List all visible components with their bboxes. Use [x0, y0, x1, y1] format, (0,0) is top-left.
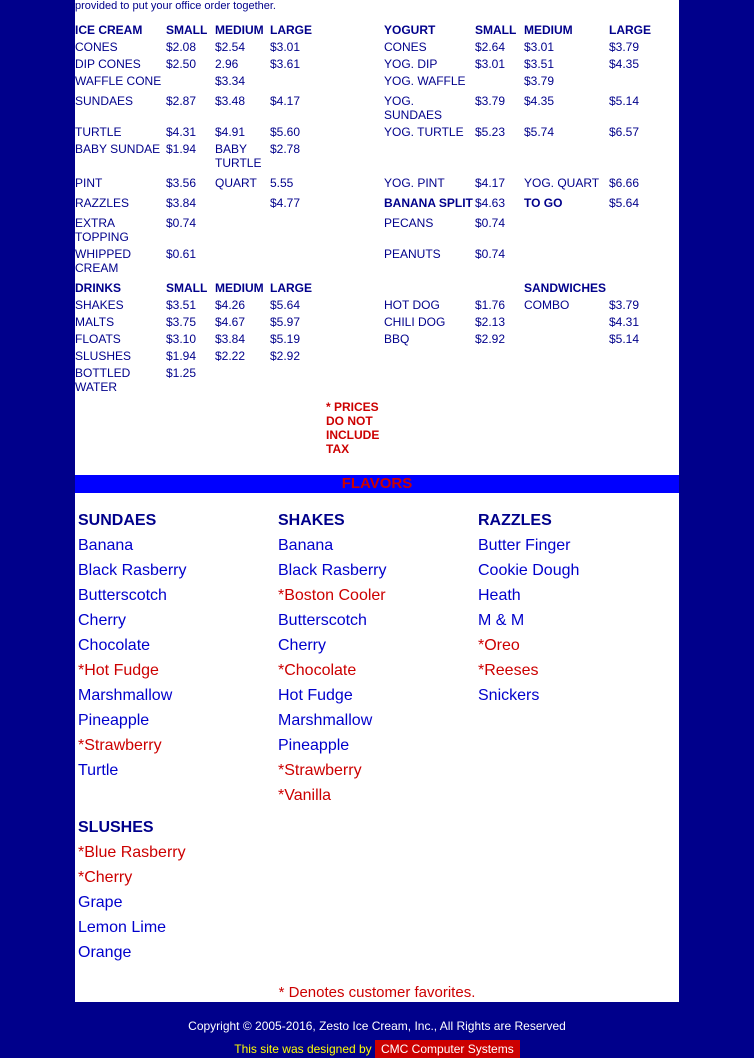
- price-cell-r0-c2: MEDIUM: [215, 23, 264, 37]
- price-cell-r0-c6: SMALL: [475, 23, 517, 37]
- price-cell-r11-c3: LARGE: [270, 281, 312, 295]
- price-cell-r14-c8: $5.14: [609, 332, 640, 346]
- intro-text: provided to put your office order together.: [75, 0, 276, 12]
- slushes-flavor-item: *Blue Rasberry: [78, 844, 186, 861]
- price-cell-r5-c6: $5.23: [475, 125, 506, 139]
- sundaes-flavor-item: Pineapple: [78, 712, 150, 729]
- price-cell-r6-c0: BABY SUNDAE: [75, 142, 161, 156]
- shakes-heading: SHAKES: [278, 512, 345, 529]
- razzles-flavor-item: Snickers: [478, 687, 540, 704]
- price-cell-r4-c0: SUNDAES: [75, 94, 134, 108]
- price-cell-r5-c5: YOG. TURTLE: [384, 125, 464, 139]
- price-cell-r10-c0: WHIPPED CREAM: [75, 247, 132, 275]
- razzles-flavor-item: *Reeses: [478, 662, 539, 679]
- price-cell-r5-c3: $5.60: [270, 125, 301, 139]
- razzles-flavor-item: M & M: [478, 612, 525, 629]
- price-cell-r1-c0: CONES: [75, 40, 118, 54]
- price-cell-r5-c8: $6.57: [609, 125, 640, 139]
- price-cell-r15-c3: $2.92: [270, 349, 301, 363]
- sundaes-flavor-item: *Hot Fudge: [78, 662, 159, 679]
- slushes-heading: SLUSHES: [78, 819, 154, 836]
- price-cell-r7-c5: YOG. PINT: [384, 176, 445, 190]
- price-cell-r2-c2: 2.96: [215, 57, 239, 71]
- price-cell-r11-c1: SMALL: [166, 281, 208, 295]
- slushes-flavor-item: Orange: [78, 944, 132, 961]
- price-cell-r12-c1: $3.51: [166, 298, 197, 312]
- price-cell-r2-c3: $3.61: [270, 57, 301, 71]
- price-cell-r4-c8: $5.14: [609, 94, 640, 108]
- price-cell-r8-c3: $4.77: [270, 196, 301, 210]
- price-cell-r12-c6: $1.76: [475, 298, 506, 312]
- price-cell-r7-c6: $4.17: [475, 176, 506, 190]
- price-cell-r1-c5: CONES: [384, 40, 427, 54]
- price-cell-r9-c6: $0.74: [475, 216, 506, 230]
- price-cell-r12-c3: $5.64: [270, 298, 301, 312]
- price-cell-r4-c5: YOG. SUNDAES: [384, 94, 443, 122]
- price-cell-r13-c3: $5.97: [270, 315, 301, 329]
- sundaes-flavor-item: Banana: [78, 537, 134, 554]
- price-cell-r9-c0: EXTRA TOPPING: [75, 216, 129, 244]
- sundaes-flavor-item: Chocolate: [78, 637, 151, 654]
- price-cell-r9-c1: $0.74: [166, 216, 197, 230]
- flavor-column-slushes: [78, 815, 186, 965]
- price-cell-r11-c2: MEDIUM: [215, 281, 264, 295]
- shakes-flavor-item: Black Rasberry: [278, 562, 387, 579]
- shakes-flavor-item: Pineapple: [278, 737, 350, 754]
- price-cell-r1-c7: $3.01: [524, 40, 555, 54]
- sundaes-flavor-item: Black Rasberry: [78, 562, 187, 579]
- price-cell-r4-c7: $4.35: [524, 94, 555, 108]
- price-cell-r1-c1: $2.08: [166, 40, 197, 54]
- price-cell-r11-c0: DRINKS: [75, 281, 122, 295]
- price-cell-r5-c0: TURTLE: [75, 125, 122, 139]
- copyright-text: Copyright © 2005-2016, Zesto Ice Cream, Inc., All Rights are Reserved: [188, 1019, 566, 1033]
- price-cell-r15-c2: $2.22: [215, 349, 246, 363]
- price-cell-r8-c0: RAZZLES: [75, 196, 130, 210]
- price-cell-r10-c5: PEANUTS: [384, 247, 441, 261]
- tax-note: * PRICES DO NOT INCLUDE TAX: [326, 400, 380, 456]
- menu-panel: [75, 0, 679, 1002]
- shakes-flavor-item: *Boston Cooler: [278, 587, 386, 604]
- price-cell-r6-c3: $2.78: [270, 142, 301, 156]
- price-cell-r4-c1: $2.87: [166, 94, 197, 108]
- price-cell-r12-c8: $3.79: [609, 298, 640, 312]
- price-cell-r1-c6: $2.64: [475, 40, 506, 54]
- price-cell-r5-c1: $4.31: [166, 125, 197, 139]
- price-cell-r3-c7: $3.79: [524, 74, 555, 88]
- price-cell-r12-c5: HOT DOG: [384, 298, 440, 312]
- price-cell-r2-c8: $4.35: [609, 57, 640, 71]
- price-cell-r7-c3: 5.55: [270, 176, 294, 190]
- price-cell-r0-c1: SMALL: [166, 23, 208, 37]
- price-cell-r14-c5: BBQ: [384, 332, 410, 346]
- price-cell-r3-c0: WAFFLE CONE: [75, 74, 162, 88]
- price-cell-r2-c1: $2.50: [166, 57, 197, 71]
- price-cell-r16-c0: BOTTLED WATER: [75, 366, 131, 394]
- sundaes-flavor-item: Butterscotch: [78, 587, 167, 604]
- price-cell-r1-c2: $2.54: [215, 40, 246, 54]
- sundaes-heading: SUNDAES: [78, 512, 157, 529]
- price-cell-r14-c6: $2.92: [475, 332, 506, 346]
- price-cell-r8-c7: TO GO: [524, 196, 563, 210]
- price-cell-r1-c3: $3.01: [270, 40, 301, 54]
- price-cell-r14-c0: FLOATS: [75, 332, 121, 346]
- price-cell-r0-c7: MEDIUM: [524, 23, 573, 37]
- razzles-flavor-item: Cookie Dough: [478, 562, 580, 579]
- designer-credit: [0, 1042, 754, 1056]
- price-cell-r7-c2: QUART: [215, 176, 257, 190]
- sundaes-flavor-item: *Strawberry: [78, 737, 162, 754]
- razzles-flavor-item: *Oreo: [478, 637, 520, 654]
- sundaes-flavor-item: Cherry: [78, 612, 127, 629]
- price-cell-r6-c2: BABY TURTLE: [215, 142, 262, 170]
- price-cell-r12-c7: COMBO: [524, 298, 570, 312]
- flavor-column-shakes: [278, 508, 386, 808]
- slushes-flavor-item: Lemon Lime: [78, 919, 167, 936]
- shakes-flavor-item: *Strawberry: [278, 762, 362, 779]
- shakes-flavor-item: Banana: [278, 537, 334, 554]
- price-cell-r2-c7: $3.51: [524, 57, 555, 71]
- price-cell-r0-c3: LARGE: [270, 23, 312, 37]
- price-cell-r6-c1: $1.94: [166, 142, 197, 156]
- price-cell-r14-c2: $3.84: [215, 332, 246, 346]
- price-cell-r14-c3: $5.19: [270, 332, 301, 346]
- price-cell-r5-c7: $5.74: [524, 125, 555, 139]
- price-cell-r14-c1: $3.10: [166, 332, 197, 346]
- price-cell-r10-c1: $0.61: [166, 247, 197, 261]
- designer-link[interactable]: CMC Computer Systems: [375, 1040, 520, 1058]
- shakes-flavor-item: *Chocolate: [278, 662, 357, 679]
- price-cell-r8-c6: $4.63: [475, 196, 506, 210]
- shakes-flavor-item: Cherry: [278, 637, 327, 654]
- price-cell-r7-c0: PINT: [75, 176, 103, 190]
- price-cell-r4-c6: $3.79: [475, 94, 506, 108]
- flavor-column-razzles: [478, 508, 579, 708]
- price-cell-r5-c2: $4.91: [215, 125, 246, 139]
- sundaes-flavor-item: Turtle: [78, 762, 119, 779]
- favorites-note: * Denotes customer favorites.: [278, 984, 476, 1001]
- flavors-title: FLAVORS: [341, 475, 413, 492]
- price-cell-r2-c0: DIP CONES: [75, 57, 141, 71]
- slushes-flavor-item: *Cherry: [78, 869, 133, 886]
- price-cell-r13-c8: $4.31: [609, 315, 640, 329]
- price-cell-r7-c1: $3.56: [166, 176, 197, 190]
- price-cell-r13-c1: $3.75: [166, 315, 197, 329]
- sundaes-flavor-item: Marshmallow: [78, 687, 173, 704]
- price-cell-r0-c8: LARGE: [609, 23, 651, 37]
- razzles-heading: RAZZLES: [478, 512, 552, 529]
- price-cell-r13-c0: MALTS: [75, 315, 115, 329]
- price-cell-r9-c5: PECANS: [384, 216, 434, 230]
- price-cell-r2-c5: YOG. DIP: [384, 57, 438, 71]
- price-cell-r15-c0: SLUSHES: [75, 349, 132, 363]
- price-cell-r4-c3: $4.17: [270, 94, 301, 108]
- shakes-flavor-item: Butterscotch: [278, 612, 367, 629]
- price-cell-r0-c5: YOGURT: [384, 23, 436, 37]
- price-cell-r13-c2: $4.67: [215, 315, 246, 329]
- price-cell-r1-c8: $3.79: [609, 40, 640, 54]
- razzles-flavor-item: Butter Finger: [478, 537, 571, 554]
- price-cell-r12-c2: $4.26: [215, 298, 246, 312]
- price-cell-r2-c6: $3.01: [475, 57, 506, 71]
- shakes-flavor-item: Marshmallow: [278, 712, 373, 729]
- price-cell-r11-c7: SANDWICHES: [524, 281, 607, 295]
- flavors-header-bar: [75, 475, 679, 493]
- price-cell-r13-c5: CHILI DOG: [384, 315, 446, 329]
- price-cell-r3-c5: YOG. WAFFLE: [384, 74, 466, 88]
- price-cell-r7-c7: YOG. QUART: [524, 176, 600, 190]
- flavor-column-sundaes: [78, 508, 186, 783]
- price-cell-r7-c8: $6.66: [609, 176, 640, 190]
- price-cell-r12-c0: SHAKES: [75, 298, 124, 312]
- razzles-flavor-item: Heath: [478, 587, 521, 604]
- shakes-flavor-item: *Vanilla: [278, 787, 332, 804]
- price-cell-r4-c2: $3.48: [215, 94, 246, 108]
- price-cell-r8-c1: $3.84: [166, 196, 197, 210]
- designed-by-label: This site was designed by: [234, 1042, 372, 1056]
- price-cell-r0-c0: ICE CREAM: [75, 23, 143, 37]
- price-cell-r8-c8: $5.64: [609, 196, 640, 210]
- price-cell-r3-c2: $3.34: [215, 74, 246, 88]
- price-cell-r8-c5: BANANA SPLIT: [384, 196, 473, 210]
- price-cell-r13-c6: $2.13: [475, 315, 506, 329]
- price-cell-r16-c1: $1.25: [166, 366, 197, 380]
- price-cell-r10-c6: $0.74: [475, 247, 506, 261]
- shakes-flavor-item: Hot Fudge: [278, 687, 353, 704]
- slushes-flavor-item: Grape: [78, 894, 123, 911]
- price-cell-r15-c1: $1.94: [166, 349, 197, 363]
